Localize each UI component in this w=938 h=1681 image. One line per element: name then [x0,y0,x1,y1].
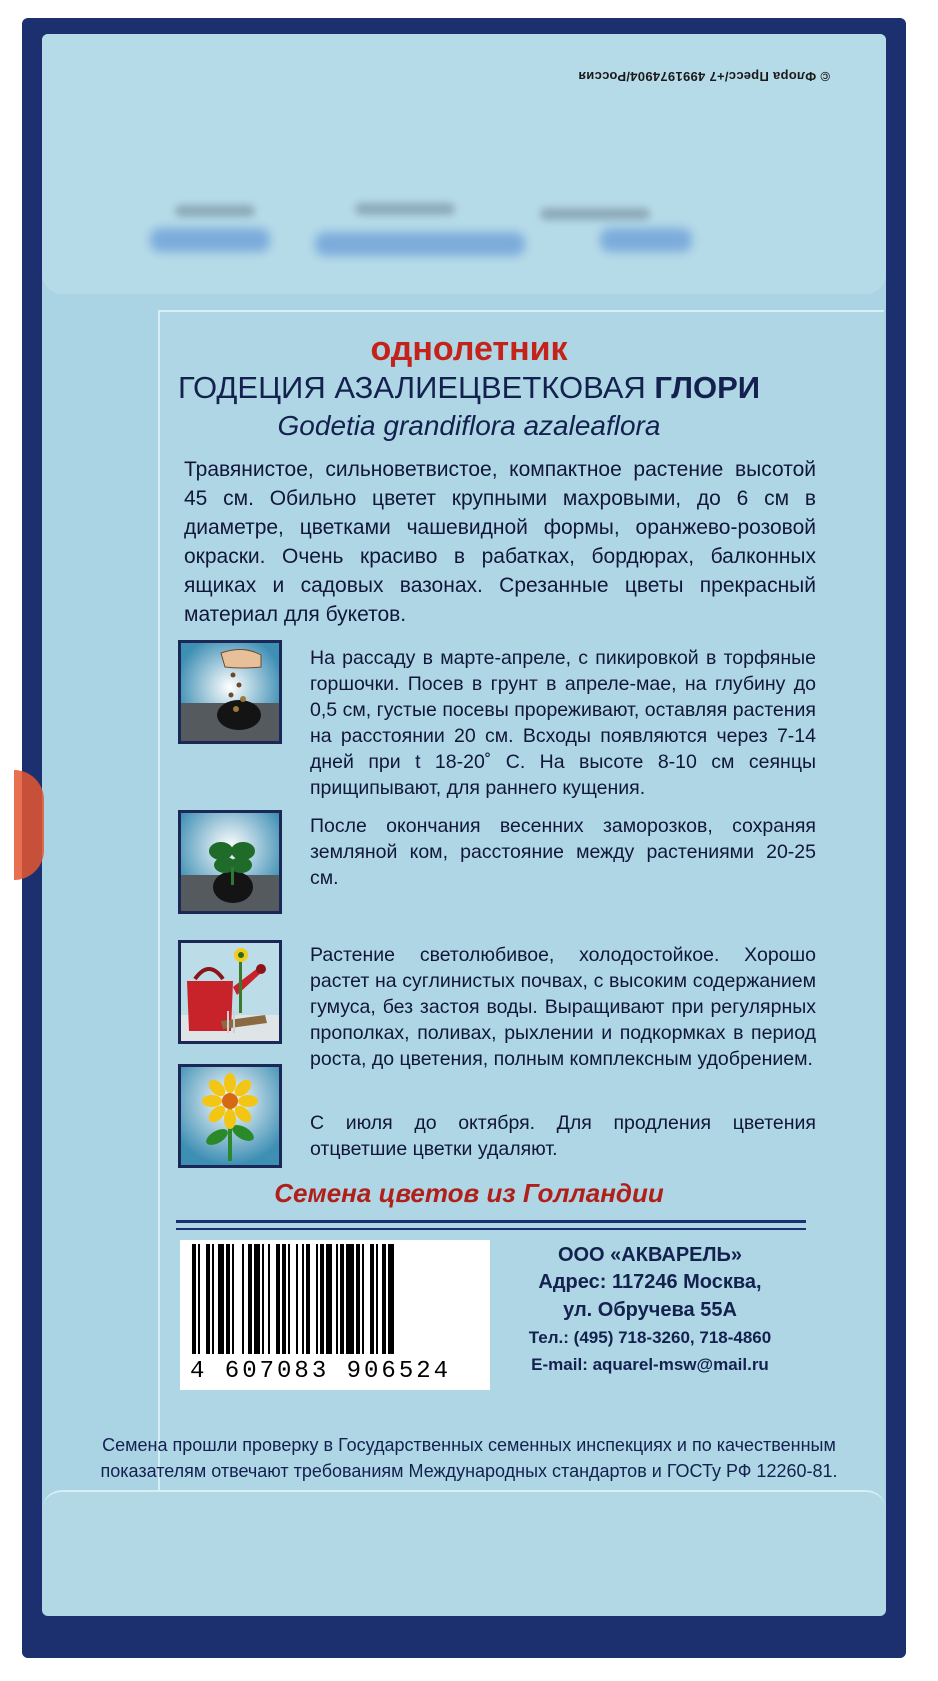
blurred-label [175,205,255,217]
company-address-line2: ул. Обручева 55А [563,1299,737,1321]
seedling-icon [178,810,282,914]
sowing-hand-icon [178,640,282,744]
tagline: Семена цветов из Голландии [274,1178,664,1208]
copyright-line: © Флора Пресс/+7 4991974904/Россия [578,69,830,84]
divider [176,1228,806,1230]
blurred-field [600,228,692,252]
company-phone: Тел.: (495) 718-3260, 718-4860 [528,1328,772,1347]
company-info [500,1242,800,1378]
barcode-number: 4 607083 906524 [190,1358,452,1385]
latin-name: Godetia grandiflora azaleaflora [277,410,661,441]
company-name: ООО «АКВАРЕЛЬ» [557,1244,743,1266]
instruction-care: Растение светолюбивое, холодостойкое. Хорошо растет на суглинистых почвах, с высоким содержанием гумуса, без застоя воды. Выращивают при регулярных прополках, поливах, рыхлении и подкормках в период роста, до цветения, полным комплексным удобрением. [310,944,816,1070]
blurred-field [150,228,270,252]
divider [176,1220,806,1223]
instruction-sowing: На рассаду в марте-апреле, с пикировкой в торфяные горшочки. Посев в грунт в апреле-мае, на глубину до 0,5 см, густые посевы прореживают, оставляя растения на расстоянии 20 см. Всходы появляются через 7-14 дней при t 18-20˚ С. На высоте 8-10 см сеянцы прищипывают, для раннего кущения. [310,647,816,799]
watering-can-icon [178,940,282,1044]
company-address-line1: Адрес: 117246 Москва, [538,1271,762,1293]
variety-name: ГЛОРИ [654,370,761,405]
blurred-label [540,208,650,220]
blurred-label [355,203,455,215]
instruction-flowering: С июля до октября. Для продления цветения отцветшие цветки удаляют. [310,1112,816,1160]
category: однолетник [370,330,568,368]
instruction-planting: После окончания весенних заморозков, сохраняя земляной ком, расстояние между растениями 20-25 см. [310,815,816,889]
barcode-bars [180,1240,490,1358]
blurred-field [315,232,525,256]
description: Травянистое, сильноветвистое, компактное растение высотой 45 см. Обильно цветет крупными махровыми, до 6 см в диаметре, цветками чашевидной формы, оранжево-розовой окраски. Очень красиво в рабатках, бордюрах, балконных ящиках и садовых вазонах. Срезанные цветы прекрасный материал для букетов. [184,458,816,626]
front-flower-edge [14,770,44,880]
bottom-flap [42,1490,886,1616]
title-part1: ГОДЕЦИЯ АЗАЛИЕЦВЕТКОВАЯ [177,370,655,405]
product-title [0,370,938,406]
certification-note: Семена прошли проверку в Государственных семенных инспекциях и по качественным показателям отвечают требованиям Международных стандартов и ГОСТу РФ 12260-81. [100,1435,838,1481]
company-email: E-mail: aquarel-msw@mail.ru [531,1355,769,1374]
flower-icon [178,1064,282,1168]
